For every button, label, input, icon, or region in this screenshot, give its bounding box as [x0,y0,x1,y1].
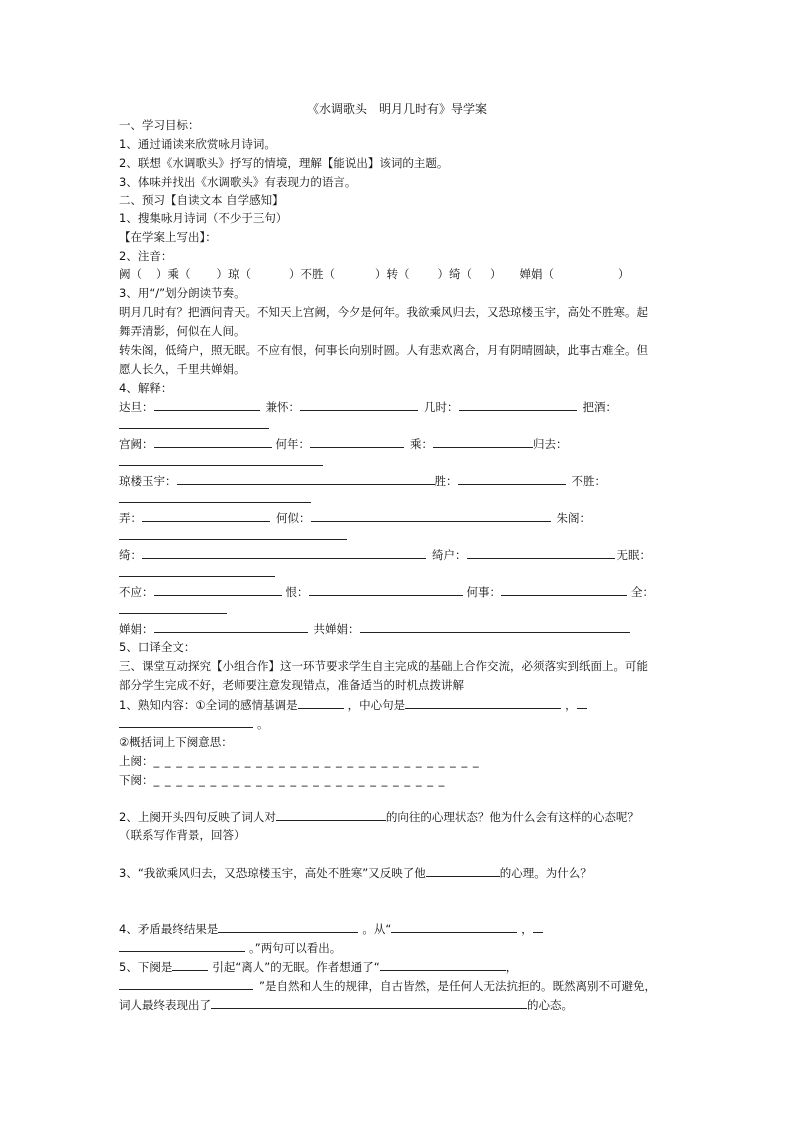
question-text: 下阕： [119,773,154,787]
question-text: ②概括词上下阕意思： [119,735,233,749]
answer-blank[interactable] [310,435,404,448]
question-text: 词人最终表现出了 [119,998,211,1012]
answer-blank[interactable] [300,398,418,411]
answer-blank[interactable] [119,715,253,728]
preview-note: 【在学案上写出】： [119,230,217,244]
explain-term: 弄： [119,511,142,525]
answer-blank[interactable] [467,546,615,559]
answer-blank[interactable] [119,564,275,577]
question-text: 5、下阕是 [119,960,173,974]
explain-continuation [119,564,275,581]
section-heading: 二、预习【自读文本 自学感知】 [119,193,284,207]
answer-blank[interactable] [154,398,260,411]
pinyin-label: ） [490,267,502,281]
dashed-blank[interactable]: _ _ _ _ _ _ _ _ _ _ _ _ _ _ _ _ _ _ _ _ _ _ _ _ _ _ [153,773,446,787]
explain-continuation [119,416,269,433]
explain-continuation [119,453,323,470]
explain-term: 达旦： [119,400,154,414]
explain-term: 恨： [285,585,309,599]
section-text: 部分学生完成不好，老师要注意发现错点，准备适当的时机点拨讲解 [119,678,464,692]
explain-term: 绮： [119,548,142,562]
question-3 [119,864,592,881]
answer-blank[interactable] [360,620,630,633]
poem-line: 转朱阁，低绮户，照无眠。不应有恨，何事长向别时圆。人有悲欢离合，月有阴晴圆缺，此事古难全。但 [119,343,648,357]
question-text: ， [521,922,533,936]
question-text: 的向往的心理状态？他为什么会有这样的心态呢？ [385,810,639,824]
explain-term: 绮户： [432,548,467,562]
poem-line: 舞弄清影，何似在人间。 [119,324,246,338]
explain-row [119,509,591,526]
explain-row [119,472,606,489]
explain-term: 全： [631,585,654,599]
answer-blank[interactable] [577,696,587,709]
explain-term: 不胜： [571,474,606,488]
answer-blank[interactable] [298,696,344,709]
answer-blank[interactable] [501,583,627,596]
answer-blank[interactable] [309,583,463,596]
question-5-cont [119,977,656,994]
explain-term: 琼楼玉宇： [119,474,177,488]
explain-term: 胜： [434,474,458,488]
preview-item: 1、搜集咏月诗词（不少于三句） [119,211,288,225]
answer-blank[interactable] [142,546,426,559]
poem-line: 愿人长久，千里共婵娟。 [119,362,246,376]
answer-blank[interactable] [119,453,323,466]
explain-term: 不应： [119,585,154,599]
explain-continuation [119,527,347,544]
answer-blank[interactable] [391,920,517,933]
answer-blank[interactable] [142,509,270,522]
question-text: 4、矛盾最终结果是 [119,922,219,936]
explain-term: 婵娟： [119,622,154,636]
explain-term: 几时： [424,400,459,414]
answer-blank[interactable] [459,398,577,411]
page-title: 《水调歌头 明月几时有》导学案 [306,102,487,116]
answer-blank[interactable] [119,416,269,429]
answer-blank[interactable] [433,435,533,448]
explain-row [119,435,568,452]
question-text: ”是自然和人生的规律，自古皆然，是任何人无法抗拒的。既然离别不可避免， [259,979,656,993]
question-5 [119,958,517,975]
preview-item: 5、口译全文： [119,640,196,654]
explain-term: 何事： [466,585,501,599]
explain-row [119,583,654,600]
question-text: 。从“ [362,922,392,936]
question-text: ， [505,960,518,974]
question-text: 。 [257,717,269,731]
question-4 [119,920,543,937]
explain-term: 把酒： [582,400,617,414]
question-text: 1、熟知内容：①全词的感情基调是 [119,698,298,712]
upper-summary [119,753,480,769]
explain-term: 朱阁： [556,511,591,525]
pinyin-label: 阙（ [119,267,142,281]
answer-blank[interactable] [119,939,245,952]
answer-blank[interactable] [426,864,500,877]
explain-term: 宫阙： [119,437,154,451]
explain-term: 无眠： [616,548,651,562]
goal-item: 3、体味并找出《水调歌头》有表现力的语言。 [119,175,357,189]
question-text: ，中心句是 [347,698,406,712]
question-text: 3、“我欲乘风归去，又恐琼楼玉宇，高处不胜寒”又反映了他 [119,866,426,880]
question-1-cont [119,715,269,732]
explain-continuation [119,490,311,507]
pinyin-label: ）琼（ [216,267,251,281]
explain-term: 何年： [275,437,310,451]
question-text: 2、上阕开头四句反映了词人对 [119,810,276,824]
question-text: 引起“离人”的无眠。作者想通了“ [212,960,380,974]
preview-item: 4、解释： [119,381,173,395]
section-heading: 三、课堂互动探究【小组合作】这一环节要求学生自主完成的基础上合作交流，必须落实到纸面上。可能 [119,659,648,673]
lower-summary [119,772,445,788]
question-text: 的心态。 [527,998,573,1012]
pinyin-label: ）绮（ [437,267,472,281]
pinyin-label: ）乘（ [156,267,191,281]
question-text: 。”两句可以看出。 [249,941,342,955]
preview-item: 2、注音： [119,249,173,263]
goal-item: 1、通过诵读来欣赏咏月诗词。 [119,137,276,151]
pinyin-label: ）转（ [375,267,410,281]
answer-blank[interactable] [380,958,506,971]
answer-blank[interactable] [119,977,253,990]
answer-blank[interactable] [211,996,527,1009]
question-2 [119,808,639,825]
answer-blank[interactable] [311,509,551,522]
pinyin-label: ）不胜（ [289,267,335,281]
answer-blank[interactable] [458,472,566,485]
answer-blank[interactable] [119,601,227,614]
explain-term: 何似： [276,511,311,525]
question-text: （联系写作背景，回答） [119,828,246,842]
answer-blank[interactable] [119,527,347,540]
answer-blank[interactable] [276,808,386,821]
preview-item: 3、用“/”划分朗读节奏。 [119,286,246,300]
explain-term: 归去： [533,437,568,451]
explain-row [119,620,630,637]
answer-blank[interactable] [218,920,358,933]
answer-blank[interactable] [154,435,272,448]
poem-line: 明月几时有？把酒问青天。不知天上宫阙，今夕是何年。我欲乘风归去，又恐琼楼玉宇，高处不胜寒。起 [119,305,648,319]
question-text: 上阕： [119,754,154,768]
pinyin-row [119,266,630,282]
explain-row [119,546,651,563]
explain-term: 兼怀： [265,400,300,414]
answer-blank[interactable] [177,472,435,485]
answer-blank[interactable] [405,696,561,709]
answer-blank[interactable] [172,958,208,971]
question-5-end [119,996,573,1013]
pinyin-label: ） [618,267,630,281]
explain-term: 共婵娟： [313,622,360,636]
question-1 [119,696,587,713]
explain-row [119,398,617,415]
dashed-blank[interactable]: _ _ _ _ _ _ _ _ _ _ _ _ _ _ _ _ _ _ _ _ _ _ _ _ _ _ _ _ _ [153,754,480,768]
explain-term: 乘： [410,437,433,451]
answer-blank[interactable] [119,490,311,503]
pinyin-label: 婵娟（ [519,267,554,281]
explain-continuation [119,601,227,618]
answer-blank[interactable] [154,620,308,633]
answer-blank[interactable] [154,583,282,596]
question-text: ， [565,698,577,712]
goal-item: 2、联想《水调歌头》抒写的情境，理解【能说出】该词的主题。 [119,156,449,170]
answer-blank[interactable] [533,920,543,933]
question-4-cont [119,939,341,956]
question-text: 的心理。为什么？ [499,866,592,880]
section-heading: 一、学习目标： [119,118,200,132]
